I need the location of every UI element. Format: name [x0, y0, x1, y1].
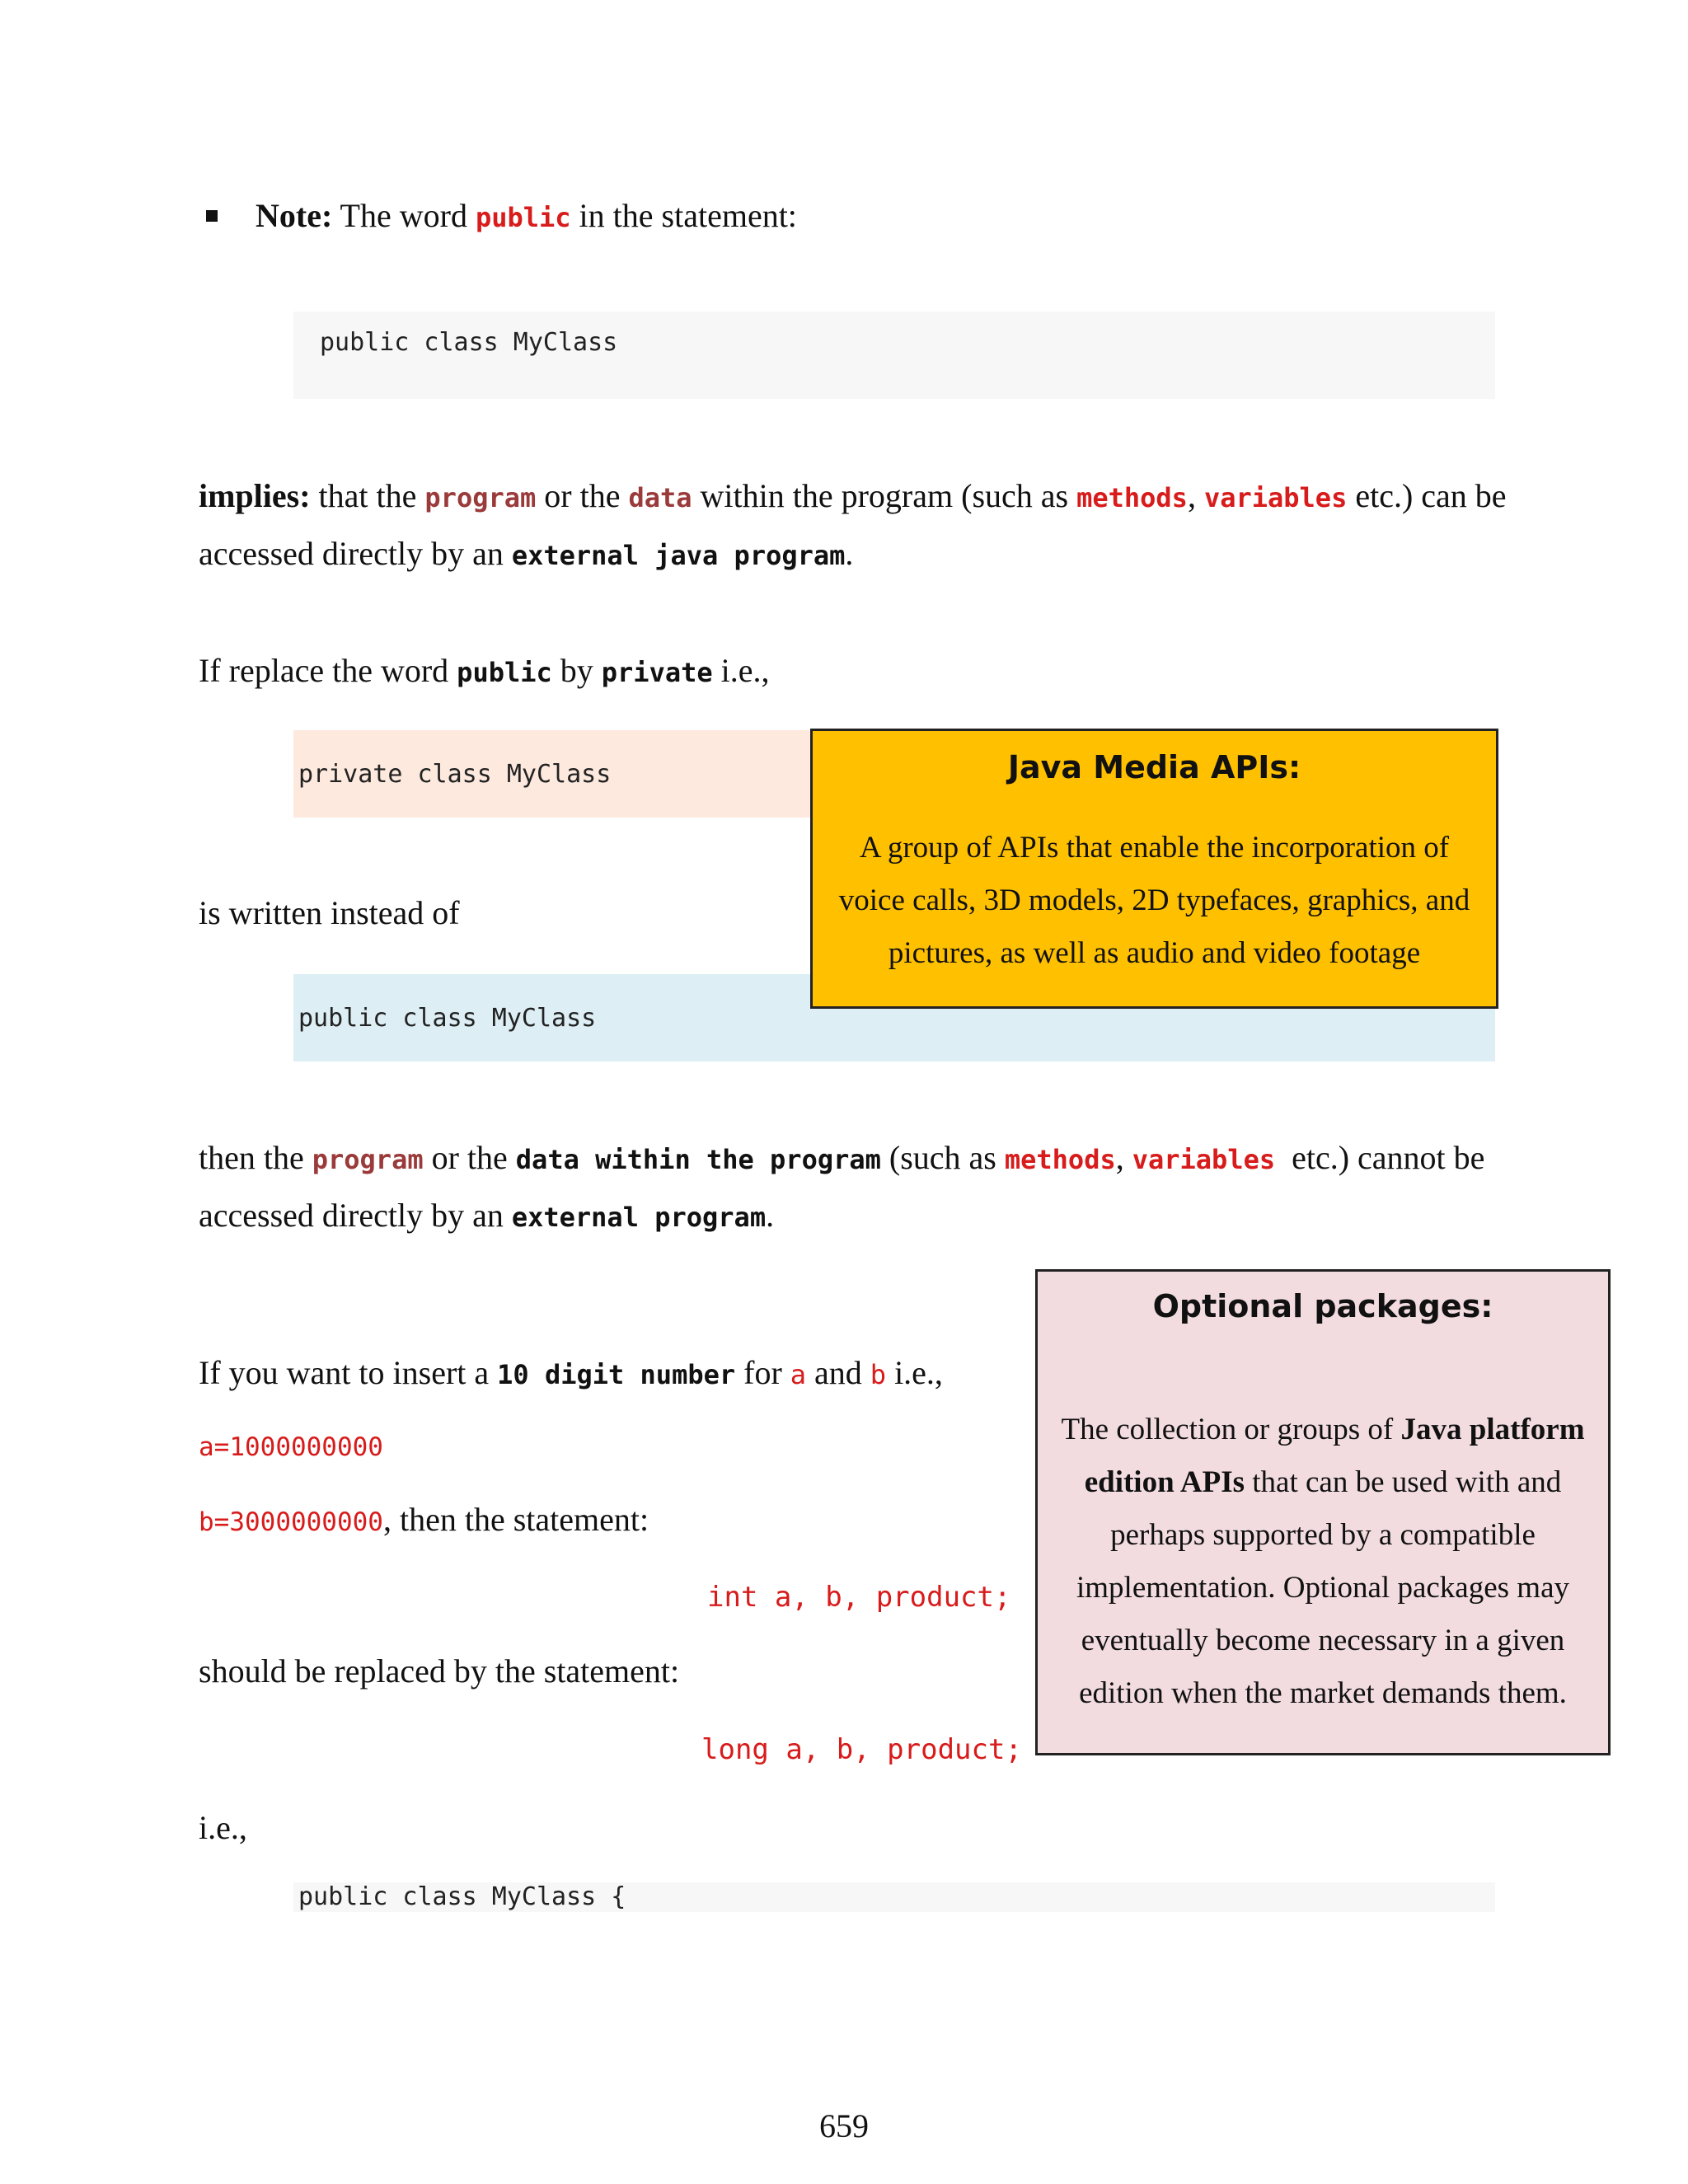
page-number: 659: [819, 2107, 869, 2144]
b-value: b=3000000000: [199, 1507, 383, 1537]
then-line-2: accessed directly by an external program.: [199, 1197, 775, 1234]
keyword-public: public: [475, 202, 571, 233]
b-value-line: b=3000000000, then the statement:: [199, 1501, 649, 1538]
code-line: public class MyClass {: [298, 1882, 626, 1911]
code-block-public: [293, 312, 1495, 399]
replace-line: If replace the word public by private i.e.,: [199, 652, 770, 689]
note-label: Note:: [256, 197, 333, 234]
callout-body: A group of APIs that enable the incorporation of voice calls, 3D models, 2D typefaces, graphics, and pictures, as well as audio and video footage: [838, 831, 1470, 970]
replaced-by-text: should be replaced by the statement:: [199, 1652, 680, 1690]
code-line: public class MyClass: [320, 328, 618, 357]
note-line: Note: The word public in the statement:: [256, 197, 797, 234]
int-statement: int a, b, product;: [707, 1581, 1011, 1614]
bullet-icon: [206, 210, 218, 222]
implies-line-1: implies: that the program or the data within the program (such as methods, variables etc.) can be: [199, 477, 1507, 514]
written-instead-text: is written instead of: [199, 894, 460, 931]
callout-java-media-apis: [810, 729, 1498, 1009]
implies-line-2: accessed directly by an external java program.: [199, 535, 854, 572]
code-line: private class MyClass: [298, 760, 612, 789]
callout-title: Java Media APIs:: [1007, 749, 1301, 785]
then-line-1: then the program or the data within the program (such as methods, variables etc.) cannot be: [199, 1139, 1485, 1176]
ie-text: i.e.,: [199, 1809, 247, 1846]
long-statement: long a, b, product;: [701, 1733, 1022, 1766]
insert-line: If you want to insert a 10 digit number for a and b i.e.,: [199, 1354, 943, 1391]
callout-optional-packages: [1035, 1269, 1611, 1755]
code-line: public class MyClass: [298, 1004, 597, 1033]
implies-label: implies:: [199, 477, 311, 514]
callout-body: The collection or groups of Java platform edition APIs that can be used with and perhaps supported by a compatible implementation. Optional packages may eventually become necessary in a given edition when the market demands them.: [1061, 1413, 1585, 1710]
a-value: a=1000000000: [199, 1432, 383, 1462]
callout-title: Optional packages:: [1152, 1288, 1493, 1324]
code-block-class-open: [293, 1882, 1495, 1912]
